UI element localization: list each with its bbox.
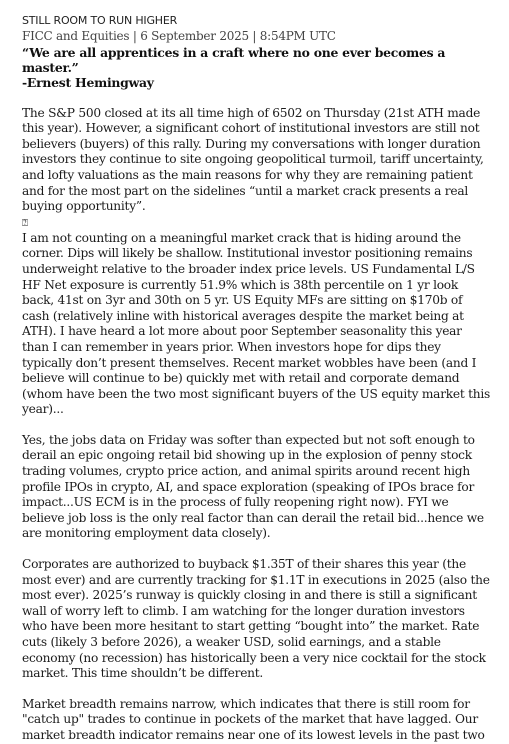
document-title: STILL ROOM TO RUN HIGHER (22, 14, 178, 27)
paragraph-3: Yes, the jobs data on Friday was softer than expected but not soft enough to derail an epic ongoing retail bid showing up in the explosion of penny stock trading volumes, crypto price action, and animal spirits around recent high profile IPOs in crypto, AI, and space exploration (speaking of IPOs brace for impact...US ECM is in the process of fully reopening right now). FYI we believe job loss is the only real factor than can derail the retail bid...hence we are monitoring employment data closely). (22, 432, 484, 541)
spacer (22, 91, 492, 106)
document (22, 14, 492, 744)
spacer (22, 682, 492, 697)
spacer (22, 418, 492, 433)
paragraph-2: I am not counting on a meaningful market crack that is hiding around the corner. Dips will likely be shallow. Institutional investor positioning remains underweight relative to the broader index price levels. US Fundamental L/S HF Net exposure is currently 51.9% which is 38th percentile on 1 yr look back, 41st on 3yr and 30th on 5 yr. US Equity MFs are sitting on $170b of cash (relatively inline with historical averages despite the market being at ATH). I have heard a lot more about poor September seasonality this year than I can remember in years prior. When investors hope for dips they typically don’t present themselves. Recent market wobbles have been (and I believe will continue to be) quickly met with retail and corporate demand (whom have been the two most significant buyers of the US equity market this year)... (22, 230, 491, 417)
document-meta: FICC and Equities | 6 September 2025 | 8:54PM UTC (22, 29, 336, 43)
paragraph-1: The S&P 500 closed at its all time high of 6502 on Thursday (21st ATH made this year). However, a significant cohort of institutional investors are still not believers (buyers) of this rally. During my conversations with longer duration investors they continue to site ongoing geopolitical turmoil, tariff uncertainty, and lofty valuations as the main reasons for why they are remaining patient and for the most part on the sidelines “until a market crack presents a real buying opportunity”. (22, 105, 484, 214)
paragraph-5: Market breadth remains narrow, which indicates that there is still room for "catch up" trades to continue in pockets of the market that have lagged. Our market breadth indicator remains near one of its lowest levels in the past two (22, 696, 485, 742)
spacer (22, 542, 492, 557)
missing-glyph-icon: ⍰ (22, 217, 28, 229)
paragraph-4: Corporates are authorized to buyback $1.35T of their shares this year (the most ever) and are currently tracking for $1.1T in executions in 2025 (also the most ever). 2025’s runway is quickly closing in and there is still a significant wall of worry left to climb. I am watching for the longer duration investors who have been more hesitant to start getting “bought into” the market. Rate cuts (likely 3 before 2026), a weaker USD, solid earnings, and a stable economy (no recession) has historically been a very nice cocktail for the stock market. This time shouldn’t be different. (22, 557, 490, 681)
epigraph-attribution: -Ernest Hemingway (22, 75, 154, 91)
epigraph-quote: “We are all apprentices in a craft where no one ever becomes a master.” (22, 45, 446, 76)
